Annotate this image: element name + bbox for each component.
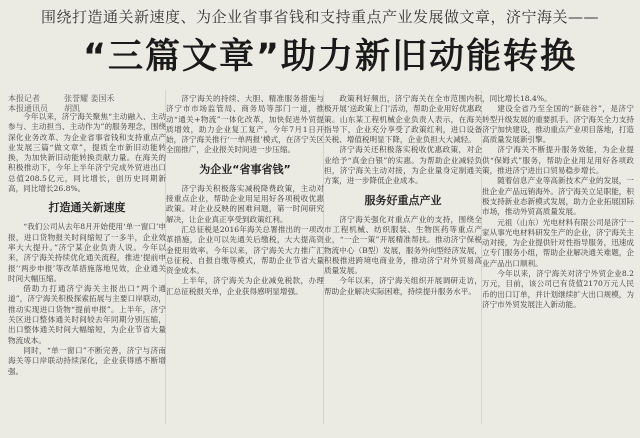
paragraph: 济宁海关强化对重点产业的支持，围绕全市工程机械、纺织服装、生物医药等重点产业，“一企一策”开展精准帮扶。推动济宁保税物流中心（B型）发展，服务外向型经济发展，积极推进跨境电商业务，推动济宁对外贸易高质量发展。	[324, 214, 482, 276]
paragraph: ，同比增长18.4%。	[482, 94, 552, 103]
paragraph: 元祖（山东）光电材料有限公司是济宁一家从事光电材料研发生产的企业，济宁海关主动对接，为企业提供针对性指导服务，迅速成立专门服务小组，帮助企业解决通关难题，企业产品出口顺利。	[482, 217, 634, 268]
section-subheading: 为企业“省事省钱”	[199, 162, 291, 176]
paragraph: 济宁海关的持续、大胆、精准服务措施与济宁市市场监管局、商务局等部门一道，推动“通关+物流”一体化改革，加快促进外贸提质增效，助力企业复工复产。今年7月1日开始，济宁海关推行‘一单两报’模式，在济宁关区全面推广，企业报关时间进一步压缩。	[166, 94, 324, 155]
paragraph: 济宁海关积极落实减税降费政策，主动对接重点企业，帮助企业用足用好各项税收优惠政策。对企业反映的困难问题，第一时间研究解决，让企业真正享受到政策红利。	[166, 183, 324, 224]
paragraph: 今年以来，济宁海关组织开展调研走访，帮助企业解决实际困难，持续提升服务水平。	[324, 276, 482, 296]
byline-row-reporter	[8, 94, 168, 104]
byline-role: 本报记者	[8, 94, 40, 103]
paragraph: 同时，“单一窗口”不断完善，济宁与济南海关等口岸联动持续深化，企业获得感不断增强。	[8, 345, 166, 376]
paragraph: 济宁海关还积极落实税收优惠政策，对企业给予“真金白银”的实惠。为帮助企业减轻负担，济宁海关主动对接，为企业量身定制通关方案，进一步降低企业成本。	[324, 145, 482, 186]
paragraph: 上半年，济宁海关为企业减免税款，办理汇总征税报关单，企业获得感明显增强。	[166, 276, 324, 296]
paragraph: 借助力打通济宁海关主报出口“两个通道”，济宁海关积极探索拓展与主要口岸联动，推动实现进口货物“提前申报”。上半年，济宁关区进口整体通关时间较去年同期分别压缩，出口整体通关时间大幅缩短，为企业节省大量物流成本。	[8, 284, 166, 345]
paragraph: 济宁海关不断提升服务效能，为企业提供“保姆式”服务，帮助企业用足用好各项政策，推进济宁进出口贸易稳步增长。	[482, 145, 634, 176]
section-subheading: 服务好重点产业	[364, 193, 442, 207]
byline-role: 本报通讯员	[8, 104, 48, 113]
paragraph: 今年以来，济宁海关聚焦“主动融入、主动参与、主动担当、主动作为”的服务理念，围绕深化业务改革、为企业省事省钱和支持重点产业发展三篇“做文章”，提质全市新旧动能转换，为加快新旧动能转换贡献力量。在海关的积极推动下，今年上半年济宁完成外贸进出口总值208.5亿元，同比增长，创历史同期新高，同比增长26.8%。	[8, 112, 166, 194]
article-column-1	[8, 112, 166, 424]
paragraph: 建设全省乃至全国的“新硅谷”，是济宁转型升级发展的重要抓手。济宁海关全力支持济宁加快建设，推动重点产业项目落地，打造高质量发展新引擎。	[482, 104, 634, 145]
paragraph: “我们公司从去年8月开始使用‘单一窗口’申报，进口货物报关时间缩短了一多半，企业效率大大提升。”济宁某企业负责人说。今年以来，济宁海关持续优化通关流程，推进‘提前申报’‘两步申报’等改革措施落地见效，企业通关时间大幅压缩。	[8, 222, 166, 283]
paragraph: 随着信息产业等高新技术产业的发展，一批企业产品远销海外。济宁海关立足职能，积极支持新业态新模式发展，助力企业拓展国际市场，推动外贸高质量发展。	[482, 176, 634, 217]
byline-names: 张誉耀 姜国禾	[64, 94, 115, 103]
section-subheading: 打造通关新速度	[48, 201, 126, 215]
byline-names: 胡凯	[64, 104, 80, 113]
paragraph: 汇总征税是2016年海关总署推出的一项改革措施，企业可以先通关后缴税，大大提高资金使用效率。今年以来，济宁海关大力推广汇总征税、自报自缴等模式，帮助企业节省大量资金成本。	[166, 224, 324, 276]
page-headline: “三篇文章”助力新旧动能转换	[82, 37, 577, 77]
article-column-2	[166, 80, 324, 438]
headline-kicker: 围绕打造通关新速度、为企业省事省钱和支持重点产业发展做文章，济宁海关——	[40, 8, 599, 26]
article-column-4	[482, 80, 634, 438]
paragraph: 今年以来，济宁海关对济宁外贸企业8.2万元，目前，该公司已有货值2170万元人民币的出口订单，并计划继续扩大出口规模，为济宁市外贸发展注入新动能。	[482, 269, 634, 309]
article-column-3	[324, 80, 482, 438]
paragraph: 政策利好频出，济宁海关在全市范围内积极开展‘送政策上门’活动，帮助企业用好优惠政策。山东某工程机械企业负责人表示，在海关指导下，企业充分享受了政策红利，进口设备关税、增值税明显下降，企业负担大大减轻。	[324, 94, 482, 145]
byline	[8, 94, 168, 114]
